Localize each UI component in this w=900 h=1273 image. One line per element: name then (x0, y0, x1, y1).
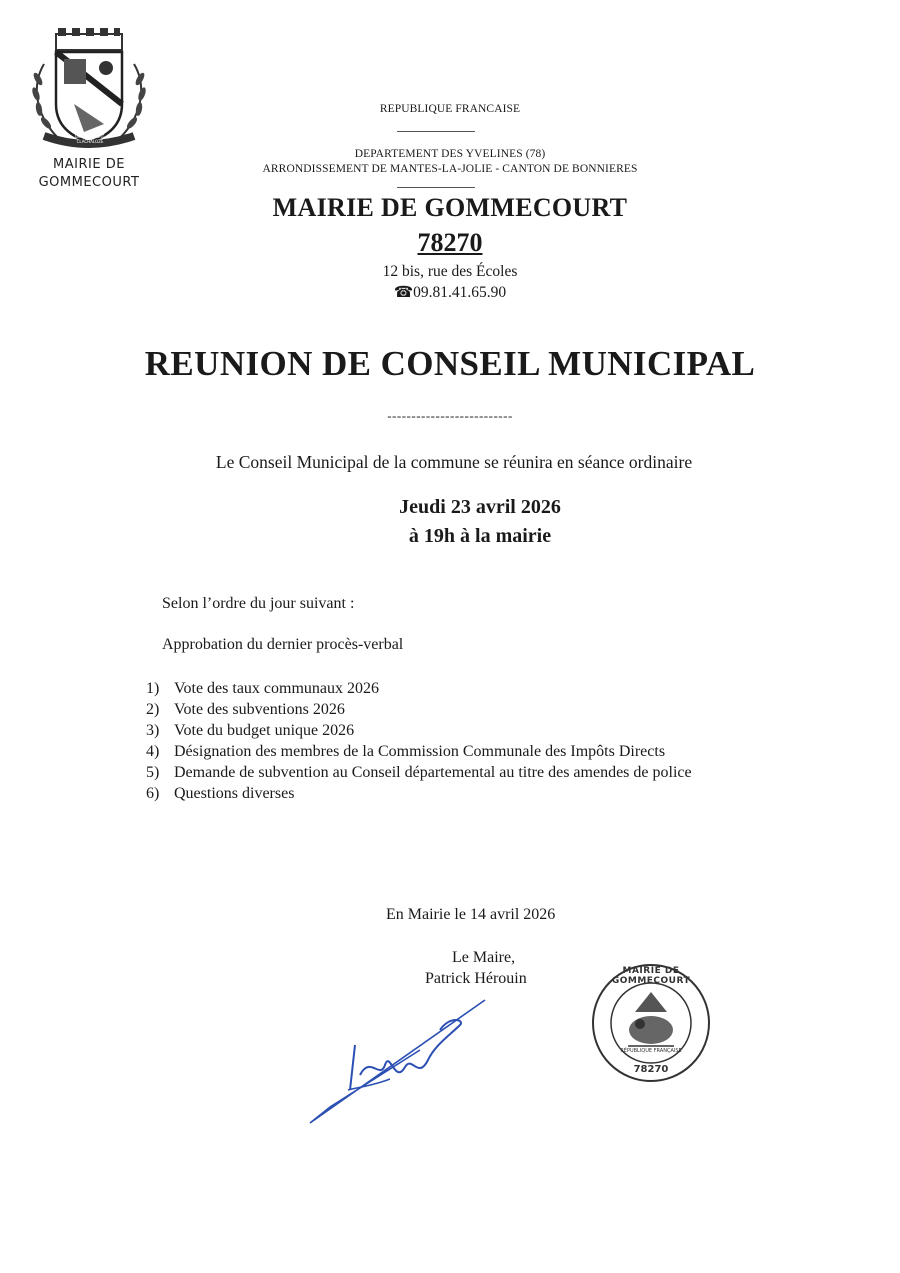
mairie-title: MAIRIE DE GOMMECOURT (272, 193, 628, 222)
separator: -------------------------- (387, 408, 513, 423)
logo-motto: GOMMECOURT-CLACHALOZE (74, 134, 106, 144)
mayor-title: Le Maire, (452, 949, 516, 966)
signature (300, 995, 500, 1135)
approval-item: Approbation du dernier procès-verbal (162, 636, 404, 653)
stamp-ring-text: MAIRIE DE GOMMECOURT (611, 966, 691, 986)
department-label: DEPARTEMENT DES YVELINES (78) (354, 148, 546, 160)
meeting-title: REUNION DE CONSEIL MUNICIPAL (144, 344, 756, 383)
logo-caption-line1: MAIRIE DE (53, 157, 125, 172)
mairie-stamp (590, 962, 712, 1084)
place-date: En Mairie le 14 avril 2026 (386, 906, 556, 923)
meeting-date: Jeudi 23 avril 2026 (399, 496, 561, 518)
logo-caption-line2: GOMMECOURT (38, 175, 140, 190)
header-divider (397, 131, 475, 132)
phone-line (0, 283, 900, 302)
agenda-item: 5) Demande de subvention au Conseil départemental au titre des amendes de police (146, 764, 692, 781)
agenda-item: 6) Questions diverses (146, 785, 295, 802)
agenda-list (146, 678, 692, 804)
phone-number: 09.81.41.65.90 (413, 284, 507, 301)
intro-text: Le Conseil Municipal de la commune se réunira en séance ordinaire (215, 452, 693, 472)
address: 12 bis, rue des Écoles (382, 263, 518, 280)
agenda-item: 3) Vote du budget unique 2026 (146, 722, 355, 739)
agenda-item: 4) Désignation des membres de la Commission Communale des Impôts Directs (146, 743, 666, 760)
republic-label: REPUBLIQUE FRANCAISE (379, 103, 521, 115)
signature-icon (300, 995, 500, 1135)
agenda-item: 2) Vote des subventions 2026 (146, 701, 345, 718)
mayor-name: Patrick Hérouin (425, 970, 527, 987)
meeting-time-place: à 19h à la mairie (408, 525, 552, 547)
agenda-item: 1) Vote des taux communaux 2026 (146, 680, 380, 697)
phone-icon: ☎ (393, 284, 414, 301)
postcode: 78270 (417, 228, 483, 257)
stamp-postcode: 78270 (633, 1064, 669, 1075)
arrondissement-label: ARRONDISSEMENT DE MANTES-LA-JOLIE - CANTON DE BONNIERES (262, 163, 638, 175)
header-divider-2 (397, 187, 475, 188)
stamp-inner-text: RÉPUBLIQUE FRANÇAISE (620, 1048, 682, 1054)
agenda-intro: Selon l’ordre du jour suivant : (162, 595, 355, 612)
